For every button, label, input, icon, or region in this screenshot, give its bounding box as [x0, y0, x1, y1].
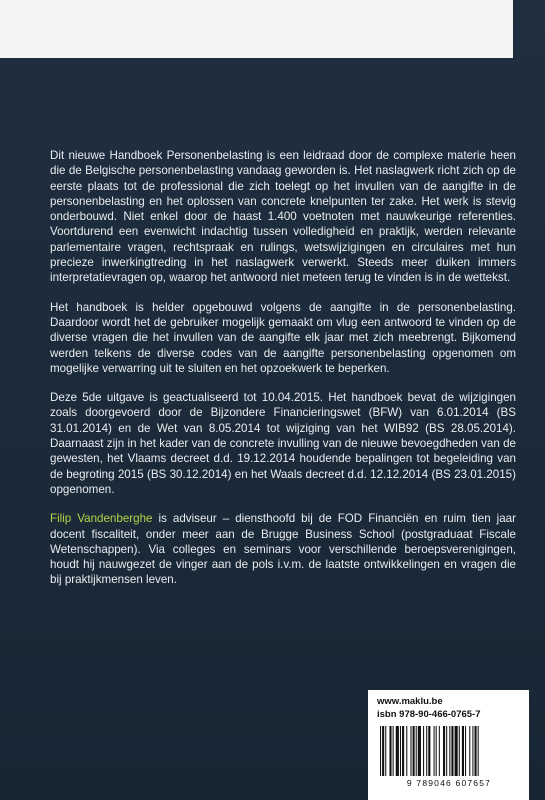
barcode-icon [380, 726, 518, 776]
barcode-bar [475, 726, 477, 776]
blurb-text [50, 148, 516, 602]
barcode-bar [426, 726, 427, 776]
barcode-bar [385, 726, 386, 776]
publisher-url: www.maklu.be [377, 696, 443, 707]
barcode-bar [396, 726, 399, 776]
barcode-bar [423, 726, 424, 776]
barcode-bar [400, 726, 401, 776]
author-name: Filip Vandenberghe [50, 512, 153, 526]
barcode-bar [439, 726, 440, 776]
barcode-bar [436, 726, 437, 776]
barcode-bar [449, 726, 450, 776]
barcode-bar [465, 726, 466, 776]
barcode-digits: 9 789046 607657 [406, 778, 492, 788]
barcode-bar [478, 726, 479, 776]
isbn-label: isbn 978-90-466-0765-7 [377, 709, 481, 720]
barcode-bar [472, 726, 473, 776]
barcode-bar [413, 726, 415, 776]
barcode-bar [428, 726, 430, 776]
paragraph-edition: Deze 5de uitgave is geactualiseerd tot 10.04.2015. Het handboek bevat de wijzigingen zoals doorgevoerd door de Bijzondere Financieringswet (BFW) van 6.01.2014 (BS 31.01.2014) en de Wet van 8.05.2014 tot wijziging van het WIB92 (BS 28.05.2014). Daarnaast zijn in het kader van de concrete invulling van de nieuwe bevoegdheden van de gewesten, het Vlaams decreet d.d. 19.12.2014 houdende bepalingen tot begeleiding van de begroting 2015 (BS 30.12.2014) en het Waals decreet d.d. 12.12.2014 (BS 23.01.2015) opgenomen. [50, 391, 516, 496]
barcode-bar [380, 726, 381, 776]
paragraph-structure: Het handboek is helder opgebouwd volgens de aangifte in de personenbelasting. Daardoor wordt het de gebruiker mogelijk gemaakt om vlug een antwoord te vinden op de diverse vragen die het invullen van de aangifte elk jaar met zich meebrengt. Bijkomend werden telkens de diverse codes van de aangifte personenbelasting opgenomen om mogelijke verwarring uit te sluiten en het opzoekwerk te beperken. [50, 300, 516, 375]
barcode-bar [455, 726, 458, 776]
barcode-bar [451, 726, 453, 776]
barcode-bar [402, 726, 404, 776]
top-white-band [0, 0, 513, 58]
barcode-bar [389, 726, 391, 776]
barcode-bar [410, 726, 411, 776]
barcode-bar [443, 726, 445, 776]
barcode-bar [434, 726, 435, 776]
barcode-bar [446, 726, 447, 776]
barcode-bar [406, 726, 407, 776]
barcode-bar [469, 726, 470, 776]
paragraph-intro: Dit nieuwe Handboek Personenbelasting is een leidraad door de complexe materie heen die de Belgische personenbelasting vandaag geworden is. Het naslagwerk richt zich op de eerste plaats tot de professional die zich toelegt op het invullen van de aangifte in de personenbelasting en het oplossen van concrete knelpunten ter zake. Het werk is stevig onderbouwd. Niet enkel door de haast 1.400 voetnoten met nauwkeurige referenties. Voortdurend een evenwicht indachtig tussen volledigheid en praktijk, werden relevante parlementaire vragen, rechtspraak en rulings, wetswijzigingen en circulaires met hun precieze inwerkingtreding in het naslagwerk verwerkt. Steeds meer duiken immers interpretatievragen op, waarop het antwoord niet meteen terug te vinden is in de wettekst. [50, 149, 516, 285]
author-bio: is adviseur – diensthoofd bij de FOD Financiën en ruim tien jaar docent fiscaliteit, onder meer aan de Brugge Business School (postgraduaat Fiscale Wetenschappen). Via colleges en seminars voor verschillende beroepsverenigingen, houdt hij nauwgezet de vinger aan de pols i.v.m. de laatste ontwikkelingen en vragen die bij praktijkmensen leven. [50, 512, 516, 587]
barcode-box [368, 690, 529, 800]
barcode-bar [416, 726, 417, 776]
barcode-bar [418, 726, 421, 776]
barcode-bar [393, 726, 394, 776]
barcode-bar [382, 726, 384, 776]
barcode-bar [462, 726, 464, 776]
author-paragraph [50, 511, 516, 587]
barcode-bar [459, 726, 460, 776]
